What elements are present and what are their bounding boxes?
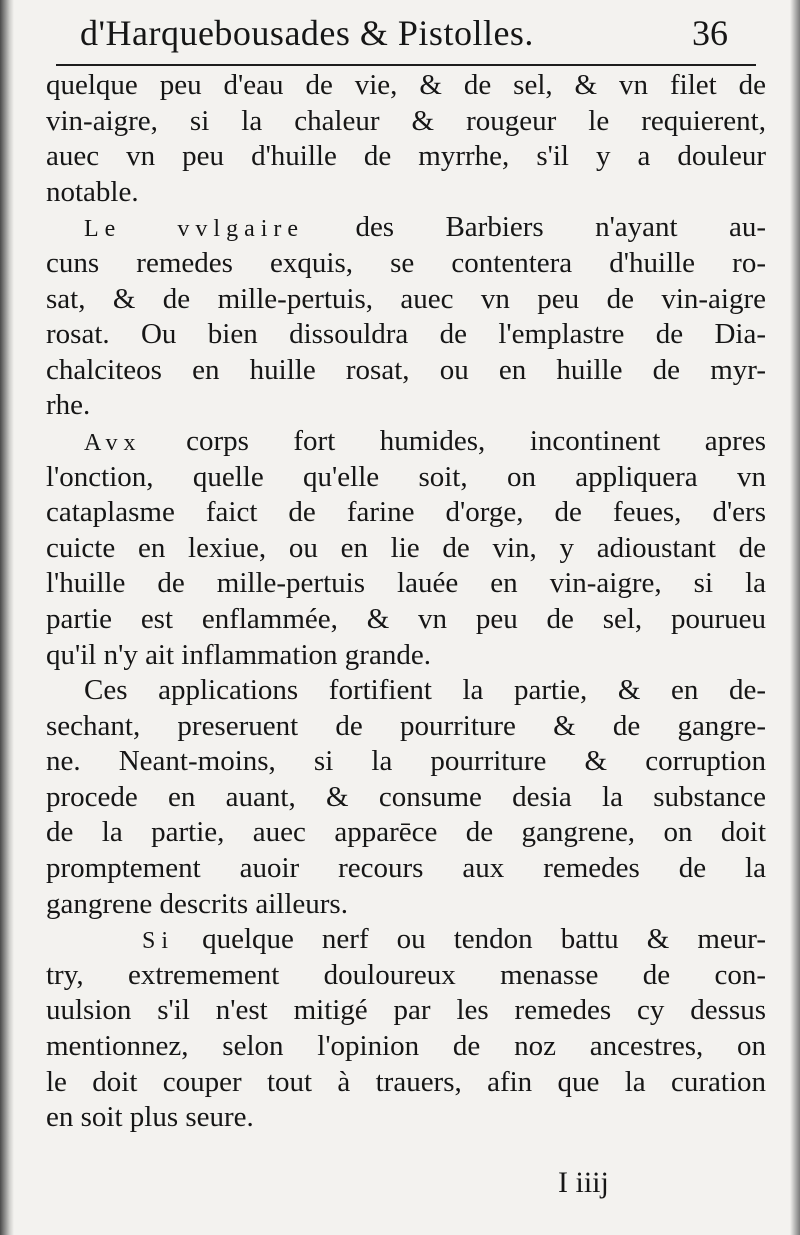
- text-line: chalciteos en huille rosat, ou en huille de myr-: [46, 353, 766, 386]
- text-line: ne. Neant-moins, si la pourriture & corruption: [46, 745, 766, 778]
- text-line: uulsion s'il n'est mitigé par les remedes cy dessus: [46, 994, 766, 1027]
- text-line: qu'il n'y ait inflammation grande.: [46, 638, 431, 671]
- text-line: l'onction, quelle qu'elle soit, on appliquera vn: [46, 460, 766, 493]
- text-line: rosat. Ou bien dissouldra de l'emplastre de Dia-: [46, 318, 766, 351]
- text-line: notable.: [46, 175, 139, 208]
- text-line: procede en auant, & consume desia la substance: [46, 780, 766, 813]
- text-line-rest: quelque nerf ou tendon battu & meur-: [202, 923, 767, 956]
- small-caps-le-vulgaire: Le vvlgaire: [84, 216, 305, 243]
- text-line-rest: des Barbiers n'ayant au-: [355, 211, 766, 244]
- text-line: partie est enflammée, & vn peu de sel, pourueu: [46, 602, 766, 635]
- text-line: [46, 210, 766, 246]
- text-line: [46, 424, 766, 460]
- text-line: sat, & de mille-pertuis, auec vn peu de vin-aigre: [46, 282, 766, 315]
- page-edge-left: [0, 0, 14, 1235]
- text-line: vin-aigre, si la chaleur & rougeur le requierent,: [46, 104, 766, 137]
- body-text: [46, 68, 766, 1136]
- small-caps-aux: Avx: [84, 429, 142, 456]
- text-line: l'huille de mille-pertuis lauée en vin-aigre, si la: [46, 567, 766, 600]
- text-line: try, extremement douloureux menasse de con-: [46, 958, 766, 991]
- header-rule: [56, 64, 756, 66]
- signature-mark: I iiij: [558, 1166, 609, 1199]
- text-line: cuns remedes exquis, se contentera d'huille ro-: [46, 246, 766, 279]
- small-caps-si: Si: [142, 928, 175, 955]
- text-line: le doit couper tout à trauers, afin que la curation: [46, 1065, 766, 1098]
- text-line: Ces applications fortifient la partie, & en de-: [84, 674, 766, 707]
- text-line: mentionnez, selon l'opinion de noz ancestres, on: [46, 1030, 766, 1063]
- text-line: [46, 922, 766, 958]
- folio-number: 36: [692, 13, 728, 53]
- text-line: promptement auoir recours aux remedes de la: [46, 852, 766, 885]
- page-edge-right: [790, 0, 800, 1235]
- text-line-rest: corps fort humides, incontinent apres: [186, 424, 766, 457]
- text-line: cataplasme faict de farine d'orge, de feues, d'ers: [46, 496, 766, 529]
- page-header: [80, 12, 770, 64]
- running-title: d'Harquebousades & Pistolles.: [80, 13, 534, 53]
- text-line: en soit plus seure.: [46, 1101, 254, 1134]
- text-line: rhe.: [46, 389, 91, 422]
- text-line: gangrene descrits ailleurs.: [46, 887, 348, 920]
- text-line: auec vn peu d'huille de myrrhe, s'il y a douleur: [46, 140, 766, 173]
- text-line: sechant, preseruent de pourriture & de gangre-: [46, 709, 766, 742]
- text-line: de la partie, auec apparēce de gangrene, on doit: [46, 816, 766, 849]
- text-line: quelque peu d'eau de vie, & de sel, & vn filet de: [46, 69, 766, 101]
- text-line: cuicte en lexiue, ou en lie de vin, y adioustant de: [46, 531, 766, 564]
